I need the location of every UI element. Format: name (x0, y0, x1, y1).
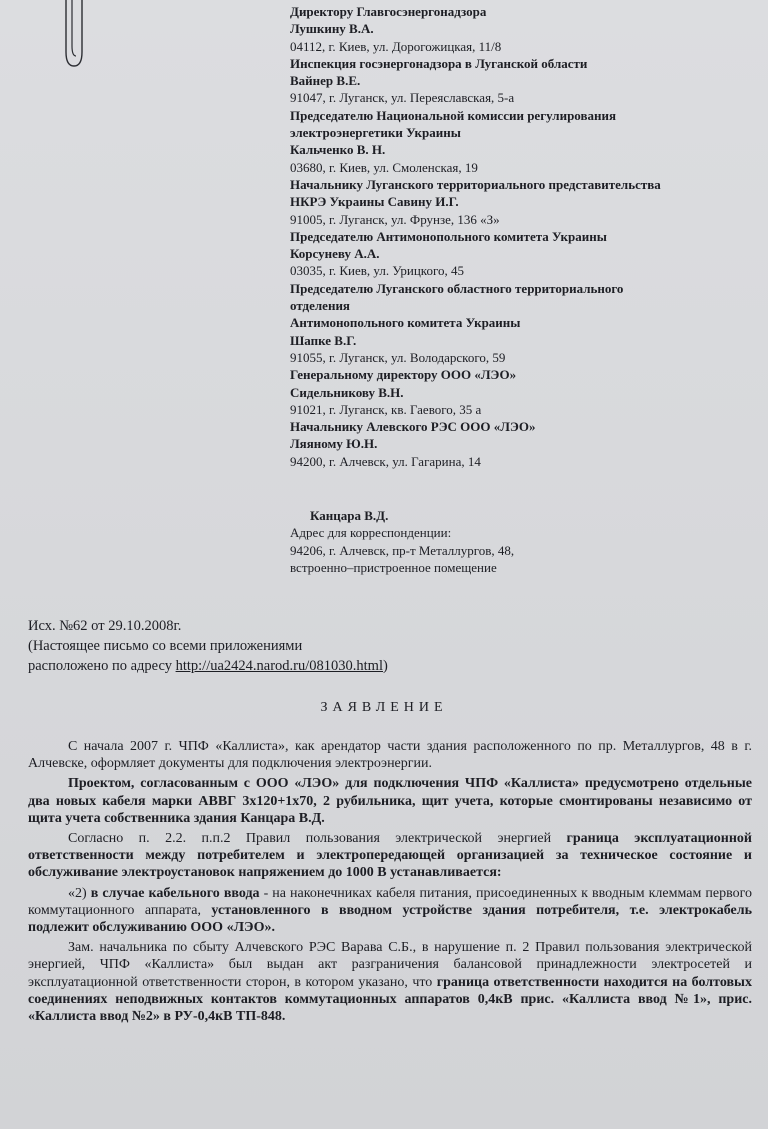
letter-url-link[interactable]: http://ua2424.narod.ru/081030.html (175, 658, 383, 674)
addressee-line: Корсуневу А.А. (290, 246, 380, 262)
addressee-address: 91005, г. Луганск, ул. Фрунзе, 136 «З» (290, 211, 500, 227)
addressee-address: 04112, г. Киев, ул. Дорогожицкая, 11/8 (290, 38, 502, 54)
document-body (28, 738, 752, 1028)
body-paragraph (28, 885, 752, 937)
addressee-line: Начальнику Луганского территориального представительства (290, 176, 661, 192)
addressee-block (290, 55, 661, 107)
addressee-list (290, 3, 661, 470)
registration-number: Исх. №62 от 29.10.2008г. (28, 618, 182, 634)
addressee-address: 03035, г. Киев, ул. Урицкого, 45 (290, 263, 464, 279)
addressee-line: Вайнер В.Е. (290, 73, 361, 89)
addressee-address: 03680, г. Киев, ул. Смоленская, 19 (290, 159, 478, 175)
emphasis-text: граница ответственности находится на болтовых соединениях неподвижных контактов коммутационных аппаратов 0,4кВ прис. «Каллиста ввод №1», прис. «Каллиста ввод №2» в РУ-0,4кВ ТП-848. (28, 974, 752, 1025)
body-paragraph (28, 775, 752, 827)
addressee-line: Директору Главгосэнергонадзора (290, 4, 487, 19)
paragraph-text: Зам. начальника по сбыту Алчевского РЭС Варава С.Б., в нарушение п. 2 Правил пользования электрической энергией, ЧПФ «Каллиста» был выдан акт разграничения балансовой принадлежности электросетей и эксплуатационной ответственности сторон, в котором указано, что (28, 940, 752, 990)
emphasis-text: граница эксплуатационной ответственности между потребителем и электропередающей организацией за техническое состояние и обслуживание электроустановок напряжением до 1000 В устанавливается: (28, 831, 752, 881)
addressee-line: отделения (290, 298, 350, 314)
addressee-block (290, 280, 661, 366)
paragraph-text: Согласно п. 2.2. п.п.2 Правил пользования электрической энергией (68, 831, 567, 847)
addressee-line: Ляяному Ю.Н. (290, 436, 378, 452)
addressee-line: Председателю Луганского областного территориального (290, 280, 624, 296)
sender-address-2: встроенно–пристроенное помещение (290, 559, 497, 575)
emphasis-text: в случае кабельного ввода (90, 885, 260, 901)
document-title: ЗАЯВЛЕНИЕ (320, 700, 448, 715)
addressee-line: Шапке В.Г. (290, 332, 357, 348)
addressee-line: Генеральному директору ООО «ЛЭО» (290, 367, 517, 383)
addressee-line: Лушкину В.А. (290, 21, 374, 37)
registration-note-2 (28, 656, 388, 676)
registration-note-prefix: расположено по адресу (28, 658, 176, 674)
sender-address-1: 94206, г. Алчевск, пр-т Металлургов, 48, (290, 542, 515, 558)
addressee-block (290, 3, 661, 55)
paragraph-text: «2) (68, 885, 91, 901)
addressee-line: Председателю Национальной комиссии регулирования (290, 107, 617, 123)
sender-name: Канцара В.Д. (310, 508, 389, 523)
addressee-block (290, 366, 661, 418)
body-paragraph (28, 830, 752, 882)
addressee-address: 91021, г. Луганск, кв. Гаевого, 35 а (290, 401, 482, 417)
registration-note-1: (Настоящее письмо со всеми приложениями (28, 638, 303, 654)
addressee-line: Кальченко В. Н. (290, 142, 386, 158)
addressee-address: 94200, г. Алчевск, ул. Гагарина, 14 (290, 453, 481, 469)
addressee-address: 91055, г. Луганск, ул. Володарского, 59 (290, 349, 506, 365)
addressee-address: 91047, г. Луганск, ул. Переяславская, 5-а (290, 90, 515, 106)
addressee-block (290, 418, 661, 470)
paragraph-text: - на наконечниках кабеля питания, присоединенных к вводным клеммам первого коммутационного аппарата, (28, 885, 752, 918)
addressee-line: Инспекция госэнергонадзора в Луганской области (290, 55, 588, 71)
addressee-line: электроэнергетики Украины (290, 125, 461, 141)
addressee-block (290, 228, 661, 280)
registration-block (28, 616, 388, 676)
paragraph-text: С начала 2007 г. ЧПФ «Каллиста», как арендатор части здания расположенного по пр. Металлургов, 48 в г. Алчевске, оформляет документы для подключения электроэнергии. (28, 739, 752, 772)
addressee-line: Антимонопольного комитета Украины (290, 315, 521, 331)
body-paragraph (28, 738, 752, 772)
emphasis-text: установленного в вводном устройстве здания потребителя, т.е. электрокабель подлежит обслуживанию ООО «ЛЭО». (28, 902, 752, 936)
registration-note-suffix: ) (383, 658, 388, 674)
sender-label: Адрес для корреспонденции: (290, 525, 452, 541)
paperclip-icon (52, 0, 92, 74)
addressee-line: Председателю Антимонопольного комитета Украины (290, 228, 607, 244)
body-paragraph (28, 939, 752, 1025)
addressee-block (290, 176, 661, 228)
addressee-line: Сидельникову В.Н. (290, 384, 404, 400)
sender-block (290, 507, 514, 576)
emphasis-text: Проектом, согласованным с ООО «ЛЭО» для подключения ЧПФ «Каллиста» предусмотрено отдельные два новых кабеля марки АВВГ 3х120+1х70, 2 рубильника, щит учета, которые смонтированы независимо от щита учета собственника здания Канцара В.Д. (28, 776, 752, 826)
addressee-line: НКРЭ Украины Савину И.Г. (290, 194, 459, 210)
addressee-line: Начальнику Алевского РЭС ООО «ЛЭО» (290, 419, 536, 435)
addressee-block (290, 107, 661, 176)
